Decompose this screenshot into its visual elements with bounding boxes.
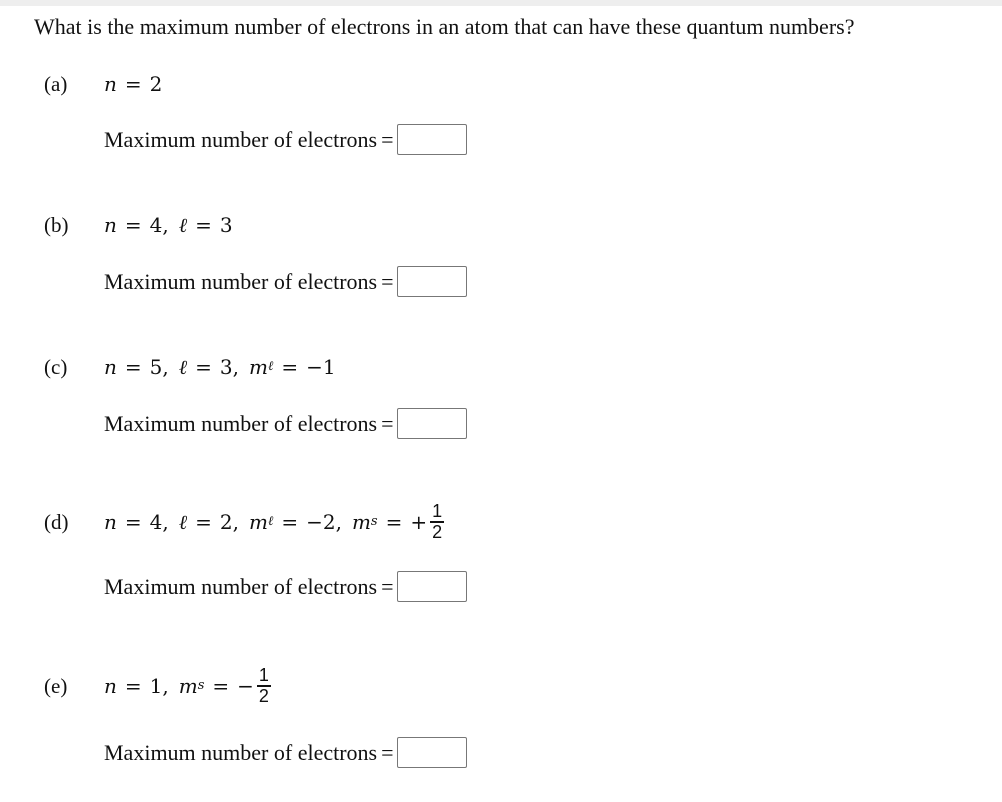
top-strip xyxy=(0,0,1002,6)
value-l-d: 2 xyxy=(219,510,233,534)
fraction-numerator: 1 xyxy=(258,665,269,686)
answer-equals-b: = xyxy=(381,268,394,294)
symbol-n: n xyxy=(104,72,117,96)
symbol-m: m xyxy=(248,510,268,534)
answer-equals-c: = xyxy=(381,410,394,436)
comma: , xyxy=(232,355,239,379)
comma: , xyxy=(162,510,169,534)
equals-sign: = xyxy=(124,213,142,237)
answer-input-a[interactable] xyxy=(397,124,467,155)
answer-prompt-c: Maximum number of electrons xyxy=(104,410,378,436)
equals-sign: = xyxy=(212,674,230,698)
quantum-numbers-d xyxy=(104,494,444,550)
symbol-m: m xyxy=(248,355,268,379)
symbol-m: m xyxy=(351,510,371,534)
fraction-ms-e xyxy=(257,666,271,706)
question-text: What is the maximum number of electrons in an atom that can have these quantum numbers? xyxy=(34,14,855,39)
value-n-c: 5 xyxy=(149,355,163,379)
quantum-numbers-b xyxy=(104,211,233,239)
equals-sign: = xyxy=(195,213,212,237)
equals-sign: = xyxy=(195,510,212,534)
quantum-numbers-c xyxy=(104,353,336,381)
comma: , xyxy=(162,355,169,379)
answer-prompt-d: Maximum number of electrons xyxy=(104,573,378,599)
comma: , xyxy=(335,510,342,534)
answer-input-d[interactable] xyxy=(397,571,467,602)
fraction-ms-d xyxy=(430,502,444,542)
answer-row-a xyxy=(104,124,467,155)
comma: , xyxy=(232,510,239,534)
equals-sign: = xyxy=(124,72,142,96)
symbol-l: ℓ xyxy=(178,213,188,237)
value-n-b: 4 xyxy=(149,213,163,237)
value-l-b: 3 xyxy=(219,213,233,237)
symbol-n: n xyxy=(104,213,117,237)
answer-equals-e: = xyxy=(381,739,394,765)
value-n-e: 1 xyxy=(149,674,163,698)
answer-row-b xyxy=(104,266,467,297)
answer-row-d xyxy=(104,571,467,602)
symbol-m: m xyxy=(178,674,198,698)
value-l-c: 3 xyxy=(219,355,233,379)
value-ml-d: −2 xyxy=(306,510,336,534)
subscript-s: s xyxy=(197,678,205,693)
symbol-l: ℓ xyxy=(178,510,188,534)
answer-input-c[interactable] xyxy=(397,408,467,439)
subscript-s: s xyxy=(370,514,378,529)
sign-ms-d: + xyxy=(410,510,428,534)
symbol-n: n xyxy=(104,510,117,534)
equals-sign: = xyxy=(281,510,299,534)
answer-input-e[interactable] xyxy=(397,737,467,768)
fraction-numerator: 1 xyxy=(432,501,443,522)
answer-equals-d: = xyxy=(381,573,394,599)
fraction-denominator: 2 xyxy=(258,685,269,706)
part-label-c: (c) xyxy=(44,355,68,379)
equals-sign: = xyxy=(124,355,142,379)
equals-sign: = xyxy=(195,355,212,379)
equals-sign: = xyxy=(281,355,299,379)
fraction-denominator: 2 xyxy=(432,521,443,542)
equals-sign: = xyxy=(124,510,142,534)
comma: , xyxy=(162,213,169,237)
value-ml-c: −1 xyxy=(306,355,336,379)
answer-row-c xyxy=(104,408,467,439)
part-label-d: (d) xyxy=(44,510,69,534)
quantum-numbers-a xyxy=(104,70,162,98)
equals-sign: = xyxy=(124,674,142,698)
part-label-e: (e) xyxy=(44,674,68,698)
symbol-n: n xyxy=(104,674,117,698)
value-n-a: 2 xyxy=(149,72,163,96)
comma: , xyxy=(162,674,169,698)
answer-prompt-a: Maximum number of electrons xyxy=(104,126,378,152)
answer-input-b[interactable] xyxy=(397,266,467,297)
value-n-d: 4 xyxy=(149,510,163,534)
subscript-l: ℓ xyxy=(267,514,274,529)
part-label-a: (a) xyxy=(44,72,68,96)
answer-prompt-e: Maximum number of electrons xyxy=(104,739,378,765)
answer-prompt-b: Maximum number of electrons xyxy=(104,268,378,294)
answer-equals-a: = xyxy=(381,126,394,152)
quantum-numbers-e xyxy=(104,658,271,714)
sign-ms-e: − xyxy=(237,674,254,698)
subscript-l: ℓ xyxy=(267,359,274,374)
answer-row-e xyxy=(104,737,467,768)
symbol-l: ℓ xyxy=(178,355,188,379)
symbol-n: n xyxy=(104,355,117,379)
equals-sign: = xyxy=(385,510,403,534)
part-label-b: (b) xyxy=(44,213,69,237)
